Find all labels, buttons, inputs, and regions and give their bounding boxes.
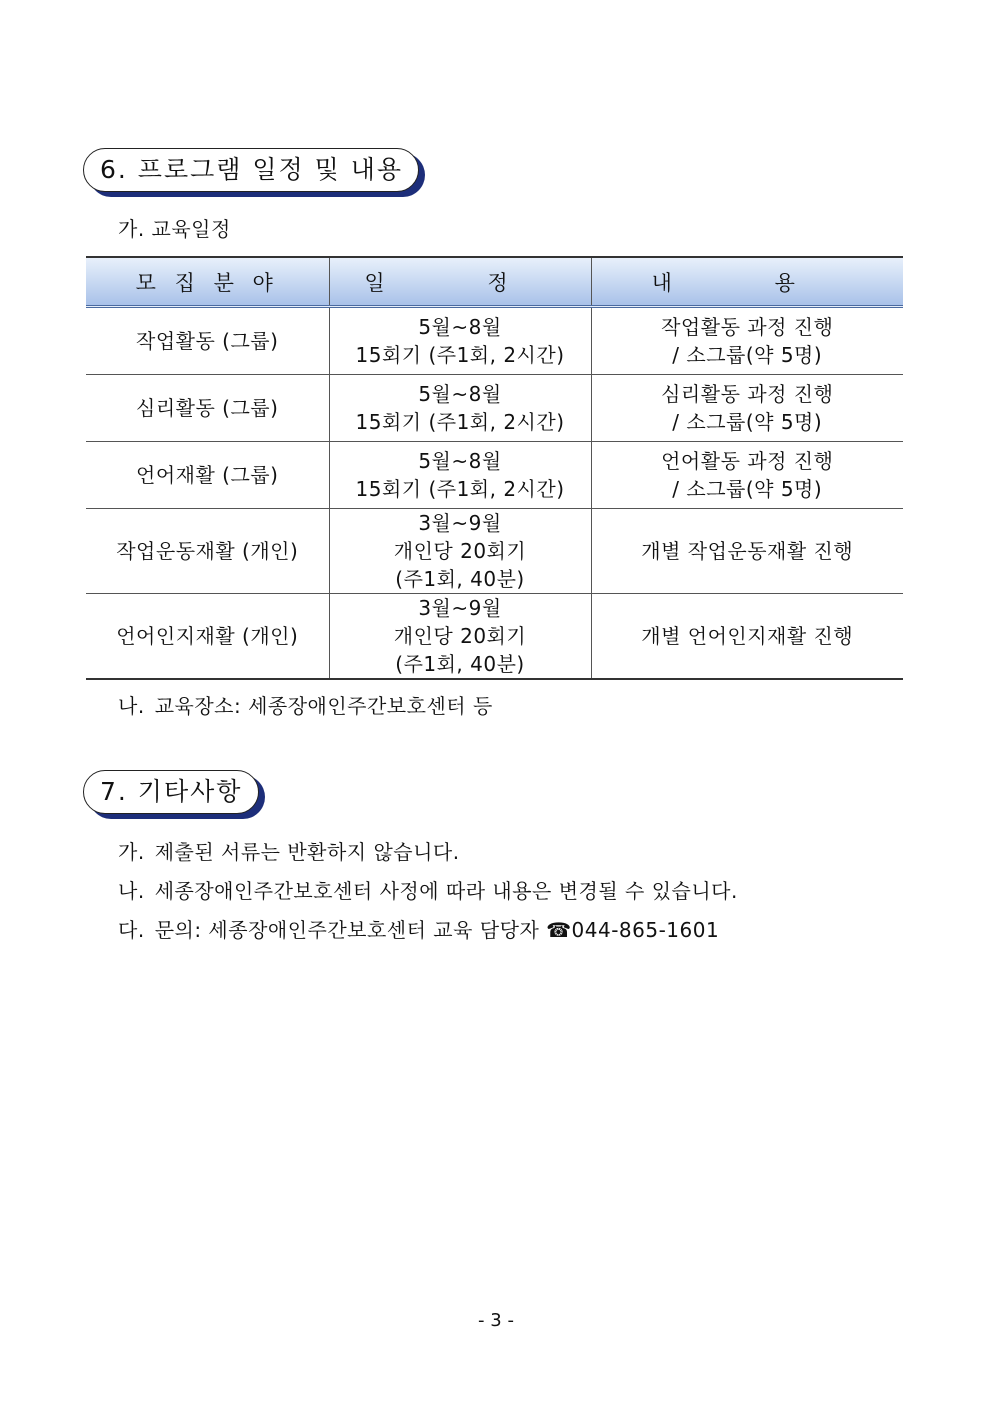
cell-schedule: 5월~8월 15회기 (주1회, 2시간) bbox=[329, 307, 591, 375]
table-row bbox=[86, 509, 903, 594]
cell-field: 작업운동재활 (개인) bbox=[86, 509, 329, 594]
notice-item: 가. 제출된 서류는 반환하지 않습니다. bbox=[118, 840, 460, 864]
table-row bbox=[86, 594, 903, 680]
cell-field: 언어재활 (그룹) bbox=[86, 442, 329, 509]
cell-schedule: 5월~8월 15회기 (주1회, 2시간) bbox=[329, 375, 591, 442]
place-line: 나. 교육장소: 세종장애인주간보호센터 등 bbox=[118, 694, 493, 718]
notice-item: 나. 세종장애인주간보호센터 사정에 따라 내용은 변경될 수 있습니다. bbox=[118, 879, 738, 903]
table-header-row bbox=[86, 257, 903, 307]
cell-schedule: 5월~8월 15회기 (주1회, 2시간) bbox=[329, 442, 591, 509]
table-row bbox=[86, 307, 903, 375]
notice-item: 다. 문의: 세종장애인주간보호센터 교육 담당자 ☎044-865-1601 bbox=[118, 918, 720, 942]
cell-field: 심리활동 (그룹) bbox=[86, 375, 329, 442]
cell-field: 작업활동 (그룹) bbox=[86, 307, 329, 375]
table-row bbox=[86, 442, 903, 509]
cell-content: 개별 언어인지재활 진행 bbox=[591, 594, 903, 680]
header-schedule: 일 정 bbox=[329, 257, 591, 307]
cell-content: 심리활동 과정 진행 / 소그룹(약 5명) bbox=[591, 375, 903, 442]
section-7-title: 7. 기타사항 bbox=[83, 770, 259, 814]
header-content: 내 용 bbox=[591, 257, 903, 307]
cell-content: 언어활동 과정 진행 / 소그룹(약 5명) bbox=[591, 442, 903, 509]
page-number: - 3 - bbox=[478, 1310, 514, 1331]
header-field: 모 집 분 야 bbox=[86, 257, 329, 307]
cell-content: 개별 작업운동재활 진행 bbox=[591, 509, 903, 594]
cell-schedule: 3월~9월 개인당 20회기 (주1회, 40분) bbox=[329, 594, 591, 680]
table-row bbox=[86, 375, 903, 442]
cell-schedule: 3월~9월 개인당 20회기 (주1회, 40분) bbox=[329, 509, 591, 594]
schedule-label: 가. 교육일정 bbox=[118, 217, 231, 241]
program-schedule-table bbox=[86, 256, 903, 680]
section-6-title: 6. 프로그램 일정 및 내용 bbox=[83, 148, 419, 192]
cell-content: 작업활동 과정 진행 / 소그룹(약 5명) bbox=[591, 307, 903, 375]
cell-field: 언어인지재활 (개인) bbox=[86, 594, 329, 680]
